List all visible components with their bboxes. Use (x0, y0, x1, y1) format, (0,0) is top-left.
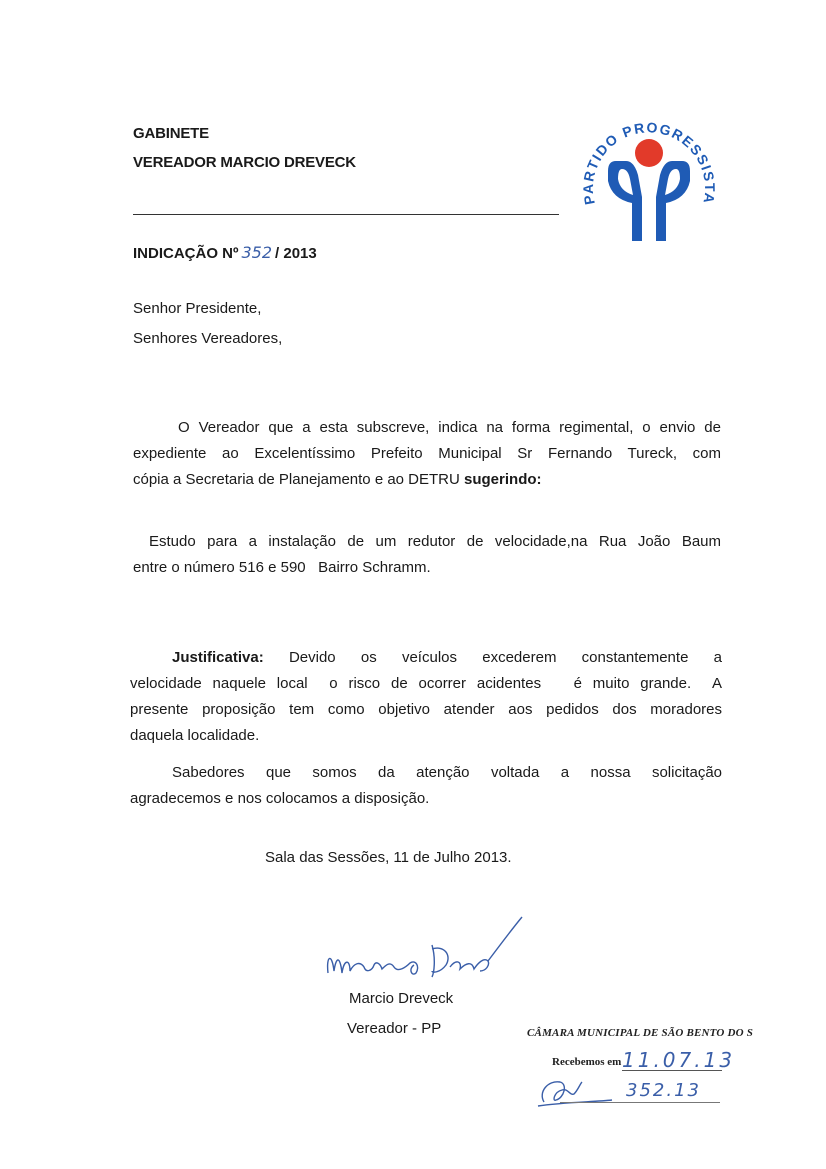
paragraph-request-line3 (133, 467, 721, 493)
paragraph-proposal (133, 529, 721, 581)
session-date: Sala das Sessões, 11 de Julho 2013. (265, 849, 512, 866)
receipt-label: Recebemos em (552, 1056, 622, 1068)
paragraph-request-line2: expediente ao Excelentíssimo Prefeito Municipal Sr Fernando Tureck, com (133, 445, 721, 462)
receipt-date-line (622, 1070, 722, 1071)
paragraph-proposal-line1: Estudo para a instalação de um redutor de velocidade,na Rua João Baum (149, 533, 721, 550)
office-label: GABINETE (133, 125, 209, 142)
header-divider (133, 214, 559, 215)
paragraph-request-line3-text: cópia a Secretaria de Planejamento e ao DETRU (133, 471, 460, 488)
signer-role: Vereador - PP (347, 1020, 442, 1037)
closing-line1: Sabedores que somos da atenção voltada a nossa solicitação (172, 764, 722, 781)
justification-line2: velocidade naquele local o risco de ocorrer acidentes é muito grande. A (130, 675, 722, 692)
paragraph-proposal-line2: entre o número 516 e 590 Bairro Schramm. (133, 559, 431, 576)
justification-label: Justificativa: (172, 649, 264, 666)
indication-year: / 2013 (275, 245, 317, 262)
receipt-stamp-title: CÂMARA MUNICIPAL DE SÃO BENTO DO S (527, 1027, 754, 1039)
handwritten-signature (320, 915, 530, 985)
salutation-councilmen: Senhores Vereadores, (133, 330, 283, 347)
protocol-line (560, 1102, 720, 1103)
councilman-title: VEREADOR MARCIO DREVECK (133, 154, 356, 171)
closing-line2: agradecemos e nos colocamos a disposição. (130, 790, 430, 807)
paragraph-closing (130, 760, 722, 812)
paragraph-request (133, 415, 721, 493)
indication-handwritten-number: 352 (241, 243, 273, 262)
salutation-president: Senhor Presidente, (133, 300, 262, 317)
paragraph-justification (130, 645, 722, 749)
justification-line1-text: Devido os veículos excederem constantemente a (288, 649, 722, 666)
logo-text: PARTIDO PROGRESSISTA (579, 119, 719, 207)
justification-line3: presente proposição tem como objetivo atender aos pedidos dos moradores (130, 701, 722, 718)
justification-line1 (130, 645, 722, 671)
justification-line4: daquela localidade. (130, 727, 260, 744)
party-logo (578, 99, 720, 245)
suggesting-label: sugerindo: (464, 471, 542, 488)
indication-number-line (133, 243, 317, 262)
signer-name: Marcio Dreveck (349, 990, 454, 1007)
indication-prefix: INDICAÇÃO Nº (133, 245, 239, 262)
protocol-number-handwritten: 352.13 (626, 1080, 701, 1101)
receipt-date-handwritten: 11.07.13 (622, 1048, 736, 1072)
paragraph-request-line1: O Vereador que a esta subscreve, indica na forma regimental, o envio de (178, 419, 721, 436)
receipt-initials (534, 1072, 614, 1112)
